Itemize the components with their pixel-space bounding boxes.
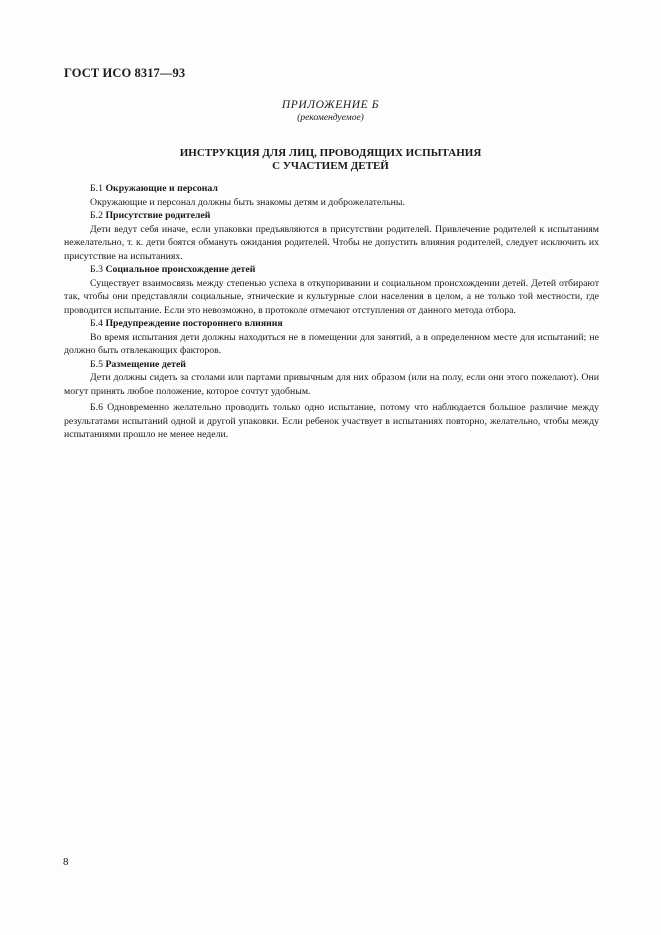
section-number: Б.3 [90,264,103,275]
page-number: 8 [63,856,69,868]
section-heading-text: Присутствие родителей [105,210,211,221]
document-code: ГОСТ ИСО 8317—93 [64,66,186,80]
section-heading-text: Окружающие и персонал [105,183,218,194]
section-number: Б.1 [90,183,103,194]
section-heading-b5 [64,358,599,372]
appendix-title: ПРИЛОЖЕНИЕ Б [281,99,380,111]
section-heading-text: Размещение детей [105,358,186,370]
instruction-title-line-1: ИНСТРУКЦИЯ ДЛЯ ЛИЦ, ПРОВОДЯЩИХ ИСПЫТАНИЯ [179,147,482,159]
section-number: Б.4 [90,318,103,329]
section-text-b5: Дети должны сидеть за столами или партами привычным для них образом (или на полу, если они этого пожелают). Они могут принять любое положение, которое сочтут удобным. [64,372,599,397]
instruction-title-line-2: С УЧАСТИЕМ ДЕТЕЙ [272,160,389,172]
section-heading-text: Предупреждение постороннего влияния [105,318,283,329]
section-text-b4: Во время испытания дети должны находиться не в помещении для занятий, а в определенном месте для испытаний; не должно быть отвлекающих факторов. [64,331,599,356]
section-number: Б.2 [90,210,103,221]
section-text-b3: Существует взаимосвязь между степенью успеха в откупоривании и социальном происхождении детей. Детей отбирают так, чтобы они представляли социальные, этнические и культурные слои населения в целом, а не только той местности, где проводится испытание. Если это невозможно, в протоколе отмечают отступления от данного метода отбора. [64,277,599,316]
section-heading-b1 [64,182,599,196]
section-heading-text: Социальное происхождение детей [105,264,256,275]
instruction-title [0,147,661,173]
section-number: Б.5 [90,358,103,370]
section-heading-b3 [64,263,599,277]
section-text-b6: Б.6 Одновременно желательно проводить только одно испытание, потому что наблюдается большое различие между результатами испытаний одной и другой упаковки. Если ребенок участвует в испытаниях повторно, желательно, чтобы между испытаниями прошло не менее недели. [64,402,599,440]
section-heading-b4 [64,317,599,331]
section-heading-b2 [64,209,599,223]
document-body [64,182,599,442]
section-text-b2: Дети ведут себя иначе, если упаковки предъявляются в присутствии родителей. Привлечение родителей к испытаниям нежелательно, т. к. дети боятся обмануть ожидания родителей. Чтобы не допустить влияния родителей, следует исключить их присутствие на испытаниях. [64,223,599,262]
section-text-b1: Окружающие и персонал должны быть знакомы детям и доброжелательны. [90,196,405,208]
appendix-status: (рекомендуемое) [297,113,364,123]
